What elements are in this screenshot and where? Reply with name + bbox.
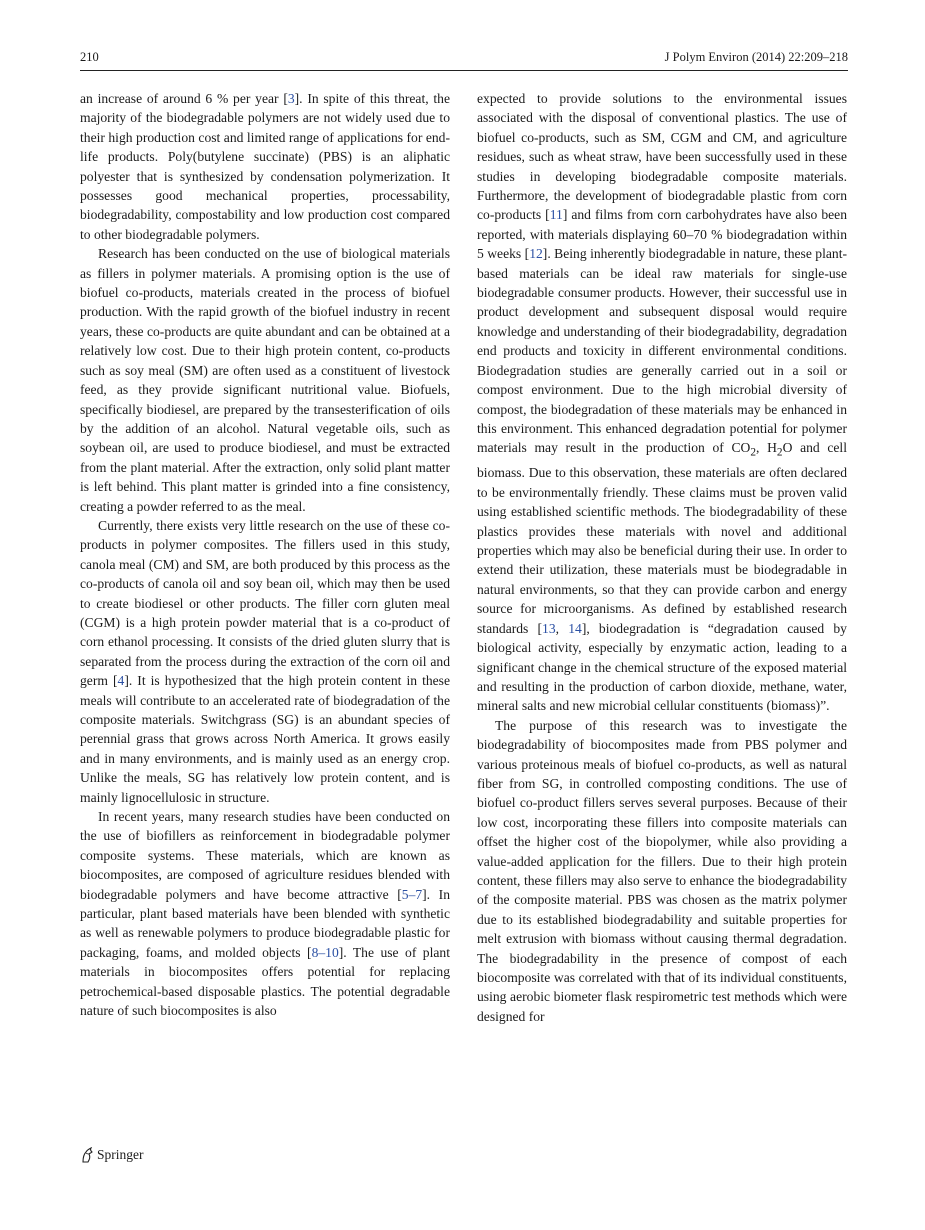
citation-link[interactable]: 13 — [542, 620, 556, 636]
paragraph: The purpose of this research was to investigate the biodegradability of biocomposites made from PBS polymer and various proteinous meals of biofuel co-products, as well as natural fiber from SG, in controlled composting conditions. The use of biofuel co-product fillers serves several purposes. Because of their low cost, incorporating these fillers into composite materials can offset the higher cost of the biopolymer, while also providing a value-added application for the fillers. Due to their high protein content, these fillers may also serve to enhance the biodegradability of the composite material. PBS was chosen as the matrix polymer due to its established biodegradability and suitable properties for melt extrusion with biomass without causing thermal degradation. The biodegradability in the presence of compost of each biocomposite was correlated with that of its individual constituents, using aerobic biometer flask respirometric test methods which were designed for — [477, 717, 847, 1024]
paragraph: an increase of around 6 % per year [3]. In spite of this threat, the majority of the biodegradable polymers are not widely used due to their high production cost and limited range of applications for end-life products. Poly(butylene succinate) (PBS) is an aliphatic polyester that is synthesized by condensation polymerization. It possesses good mechanical properties, processability, biodegradability, compostability and low production cost compared to other biodegradable polymers. — [80, 91, 450, 242]
publisher-name: Springer — [97, 1147, 144, 1162]
citation-link[interactable]: 12 — [529, 246, 543, 262]
citation-link[interactable]: 4 — [117, 673, 125, 689]
paragraph: Research has been conducted on the use of biological materials as fillers in polymer materials. A promising option is the use of biofuel co-products, materials created in the process of biofuel production. With the rapid growth of the biofuel industry in recent years, these co-products are quite abundant and can be obtained at a relatively low cost. Due to their high protein content, co-products such as soy meal (SM) are often used as a constituent of livestock feed, as they provide significant nutritional value. Biofuels, specifically biodiesel, are prepared by the transesterification of oils by the addition of an alcohol. Natural vegetable oils, such as soybean oil, are used to produce biodiesel, and must be extracted from the plant material. After the extraction, only solid plant matter is left behind. This plant matter is grinded into a fine consistency, creating a powder referred to as the meal. — [80, 246, 450, 514]
journal-reference: J Polym Environ (2014) 22:209–218 — [664, 50, 848, 64]
citation-link[interactable]: 8–10 — [311, 944, 339, 960]
right-column — [477, 89, 847, 1026]
paragraph: In recent years, many research studies have been conducted on the use of biofillers as reinforcement in biodegradable polymer composite systems. These materials, which are known as biocomposites, are composed of agriculture residues blended with biodegradable polymers and have become attractive [5–7]. In particular, plant based materials have been blended with synthetic as well as renewable polymers to produce biodegradable plastic for packaging, foams, and molded objects [8–10]. The use of plant materials in biocomposites offers potential for replacing petrochemical-based disposable plastics. The potential degradable nature of such biocomposites is also — [80, 809, 450, 1019]
paragraph: Currently, there exists very little research on the use of these co-products in polymer composites. The fillers used in this study, canola meal (CM) and SM, are both produced by this process as the co-products of canola oil and soy bean oil, which may then be used to create biodiesel or other products. The filler corn gluten meal (CGM) is a high protein powder material that is a co-product of corn ethanol processing. It consists of the dried gluten slurry that is separated from the process during the extraction of the corn oil and germ [4]. It is hypothesized that the high protein content in these meals will contribute to an accelerated rate of biodegradation of the composite materials. Switchgrass (SG) is an abundant species of perennial grass that grows across North America. It grows easily and in many environments, and is mainly used as an energy crop. Unlike the meals, SG has relatively low protein content, and is mainly lignocellulosic in structure. — [80, 517, 451, 805]
citation-link[interactable]: 11 — [549, 207, 563, 223]
citation-link[interactable]: 3 — [287, 91, 295, 106]
left-column — [80, 89, 450, 1021]
running-header — [80, 50, 848, 70]
header-rule — [80, 70, 848, 71]
page-number: 210 — [80, 50, 99, 64]
citation-link[interactable]: 14 — [568, 620, 582, 636]
citation-link[interactable]: 5–7 — [401, 886, 423, 902]
page-footer — [80, 1145, 144, 1165]
springer-logo-icon — [80, 1147, 94, 1163]
paragraph: expected to provide solutions to the environmental issues associated with the disposal of conventional plastics. The use of biofuel co-products, such as SM, CGM and CM, and agriculture residues, such as wheat straw, have been successfully used in these studies in developing biodegradable composite materials. Furthermore, the development of biodegradable plastic from corn co-products [11] and films from corn carbohydrates have also been reported, with materials displaying 60–70 % biodegradation within 5 weeks [12]. Being inherently biodegradable in nature, these plant-based materials can be ideal raw materials for single-use biodegradable consumer products. However, their successful use in product development and subsequent disposal would require knowledge and understanding of their biodegradability, degradation end products and toxicity in different environmental conditions. Biodegradation studies are generally carried out in a soil or compost environment. Due to the high microbial diversity of compost, the biodegradation of these materials may be enhanced in this environment. This enhanced degradation potential for polymer materials may result in the production of $CO_2$, $H_2O$ and cell biomass. Due to this observation, these materials are often declared to be environmentally friendly. These claims must be proven valid using established scientific methods. The biodegradability of these plastics provides these materials with novel and additional properties which may also be beneficial during their use. In order to extend their utilization, these materials must be biodegradable in natural environments, so that they can provide carbon and energy source for microorganisms. As defined by established research standards [13, 14], biodegradation is “degradation caused by biological activity, especially by enzymatic action, leading to a significant change in the chemical structure of the exposed material and resulting in the production of carbon dioxide, methane, water, mineral salts and new microbial cellular constituents (biomass)”. — [477, 91, 848, 714]
